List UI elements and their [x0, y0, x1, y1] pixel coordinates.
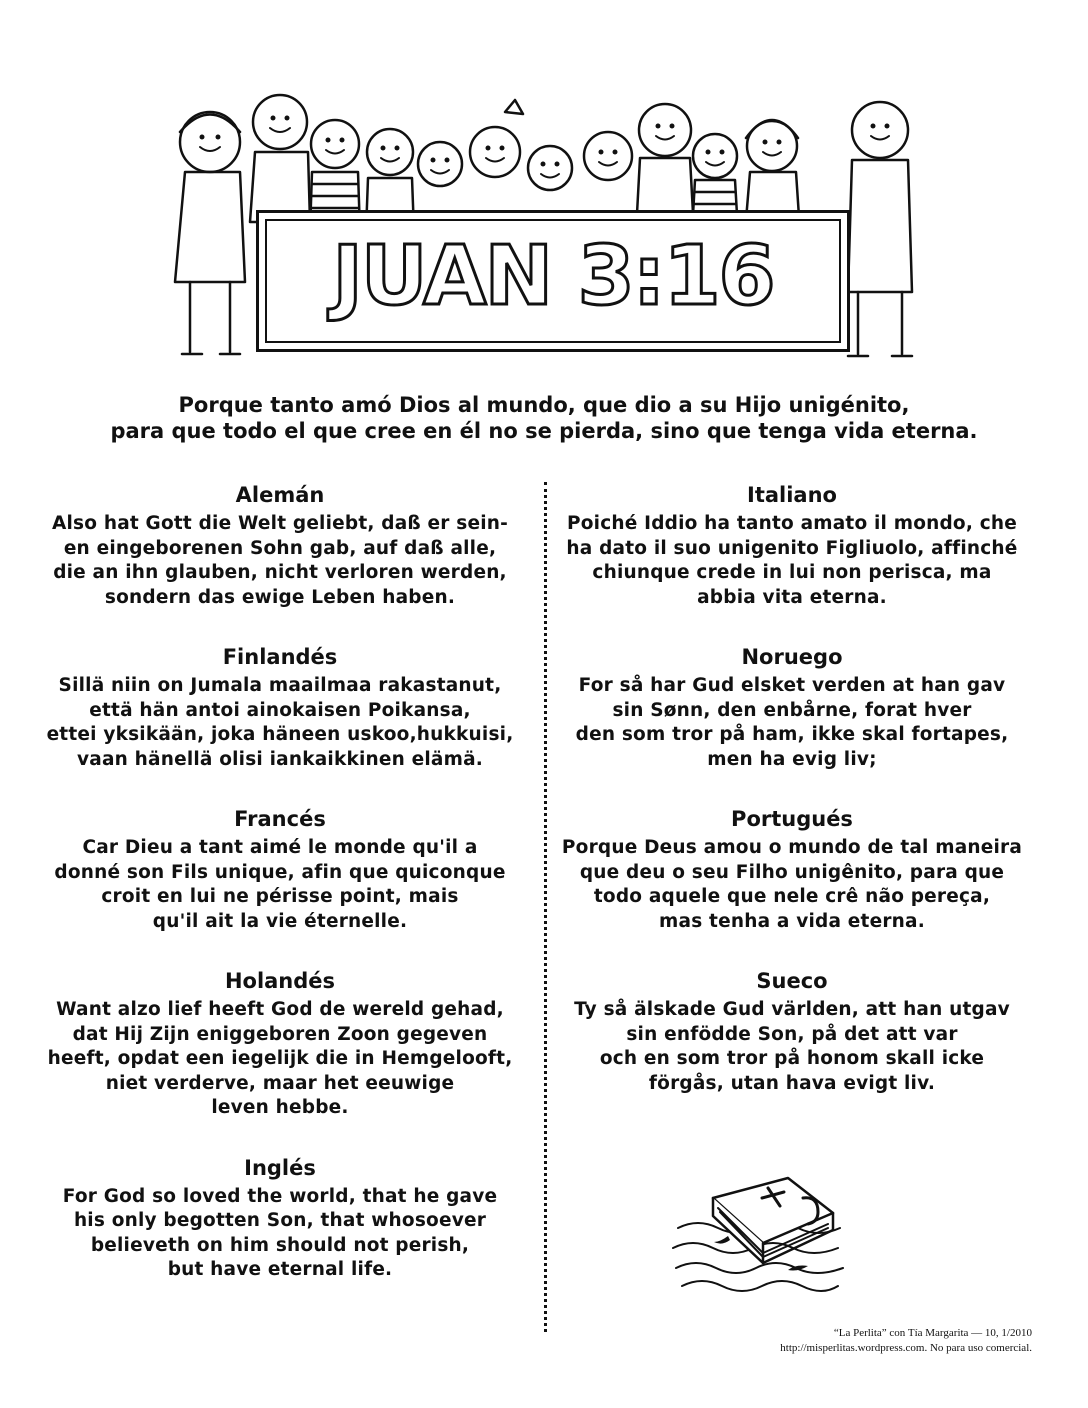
verse-line: men ha evig liv;	[707, 748, 877, 770]
verse-line: den som tror på ham, ikke skal fortapes,	[575, 724, 1009, 745]
credit-url: http://misperlitas.wordpress.com. No para uso comercial.	[780, 1342, 1032, 1354]
verse-entry-english	[45, 1155, 515, 1283]
verse-text	[45, 998, 515, 1121]
verse-text	[45, 512, 515, 610]
left-column	[45, 482, 515, 1283]
verse-line: och en som tror på honom skall icke	[599, 1048, 985, 1069]
verse-text	[557, 512, 1027, 610]
verse-text	[45, 674, 515, 772]
verse-line: leven hebbe.	[211, 1097, 349, 1118]
header-illustration	[160, 92, 930, 382]
verse-text	[45, 1185, 515, 1283]
credit-text: “La Perlita” con Tía Margarita — 10, 1/2010	[833, 1327, 1032, 1339]
verse-line: ettei yksikään, joka häneen uskoo,hukkuisi,	[46, 724, 514, 745]
verse-line: Poiché Iddio ha tanto amato il mondo, che	[566, 513, 1017, 534]
verse-line: Car Dieu a tant aimé le monde qu'il a	[82, 837, 478, 858]
verse-line: For God so loved the world, that he gave	[62, 1185, 498, 1207]
verse-line: qu'il ait la vie éternelle.	[152, 910, 408, 932]
language-heading: Francés	[234, 807, 326, 831]
verse-line: sondern das ewige Leben haben.	[104, 586, 456, 608]
verse-line: Ty så älskade Gud världen, att han utgav	[574, 999, 1010, 1020]
verse-entry-dutch	[45, 968, 515, 1121]
language-heading: Holandés	[224, 969, 336, 993]
verse-entry-portuguese	[557, 806, 1027, 934]
title-banner	[256, 210, 850, 352]
verse-line: heeft, opdat een iegelijk die in Hemgelooft,	[47, 1048, 513, 1069]
language-heading: Italiano	[747, 483, 837, 507]
verse-line: että hän antoi ainokaisen Poikansa,	[89, 699, 471, 721]
language-heading: Portugués	[731, 807, 853, 831]
right-column	[557, 482, 1027, 1096]
verse-line: croit en lui ne périsse point, mais	[101, 886, 459, 907]
verse-line: but have eternal life.	[167, 1259, 393, 1280]
verse-entry-french	[45, 806, 515, 934]
verse-line: die an ihn glauben, nicht verloren werden,	[53, 562, 507, 583]
verse-text	[557, 674, 1027, 772]
verse-entry-italian	[557, 482, 1027, 610]
verse-entry-norwegian	[557, 644, 1027, 772]
verse-text	[45, 836, 515, 934]
verse-entry-german	[45, 482, 515, 610]
verse-line: sin enfödde Son, på det att var	[626, 1023, 958, 1045]
lead-verse-line: para que todo el que cree en él no se pierda, sino que tenga vida eterna.	[110, 419, 978, 443]
language-heading: Sueco	[756, 969, 828, 993]
lead-verse-line: Porque tanto amó Dios al mundo, que dio a su Hijo unigénito,	[178, 393, 910, 417]
column-divider	[544, 482, 547, 1332]
verse-line: Want alzo lief heeft God de wereld gehad,	[56, 999, 504, 1020]
credit-line	[780, 1326, 1032, 1356]
verse-line: en eingeborenen Sohn gab, auf daß alle,	[63, 537, 497, 559]
language-heading: Inglés	[244, 1155, 316, 1180]
verse-line: his only begotten Son, that whosoever	[73, 1210, 487, 1231]
verse-line: chiunque crede in lui non perisca, ma	[592, 562, 992, 583]
page-title: JUAN 3:16	[332, 229, 774, 324]
verse-line: donné son Fils unique, afin que quiconque	[54, 861, 506, 883]
verse-line: vaan hänellä olisi iankaikkinen elämä.	[77, 748, 483, 770]
bible-on-waves-icon	[668, 1158, 850, 1308]
language-heading: Noruego	[741, 645, 843, 669]
verse-text	[557, 998, 1027, 1096]
verse-text	[557, 836, 1027, 934]
verse-line: Sillä niin on Jumala maailmaa rakastanut,	[58, 675, 502, 696]
verse-entry-swedish	[557, 968, 1027, 1096]
verse-line: For så har Gud elsket verden at han gav	[578, 675, 1006, 696]
verse-line: niet verderve, maar het eeuwige	[105, 1072, 455, 1094]
verse-line: abbia vita eterna.	[697, 586, 887, 608]
verse-entry-finnish	[45, 644, 515, 772]
verse-line: Porque Deus amou o mundo de tal maneira	[561, 837, 1023, 858]
language-heading: Finlandés	[222, 645, 338, 669]
verse-line: Also hat Gott die Welt geliebt, daß er sein-	[52, 513, 508, 534]
verse-line: todo aquele que nele crê não pereça,	[593, 886, 991, 907]
verse-line: dat Hij Zijn eniggeboren Zoon gegeven	[72, 1023, 488, 1045]
verse-line: ha dato il suo unigenito Figliuolo, affinché	[566, 537, 1018, 559]
verse-line: sin Sønn, den enbårne, forat hver	[612, 699, 972, 721]
verse-line: believeth on him should not perish,	[90, 1234, 470, 1256]
verse-line: que deu o seu Filho unigênito, para que	[579, 861, 1005, 883]
language-heading: Alemán	[235, 483, 325, 507]
lead-verse	[100, 392, 988, 444]
verse-line: förgås, utan hava evigt liv.	[648, 1072, 936, 1094]
verse-line: mas tenha a vida eterna.	[659, 910, 925, 932]
